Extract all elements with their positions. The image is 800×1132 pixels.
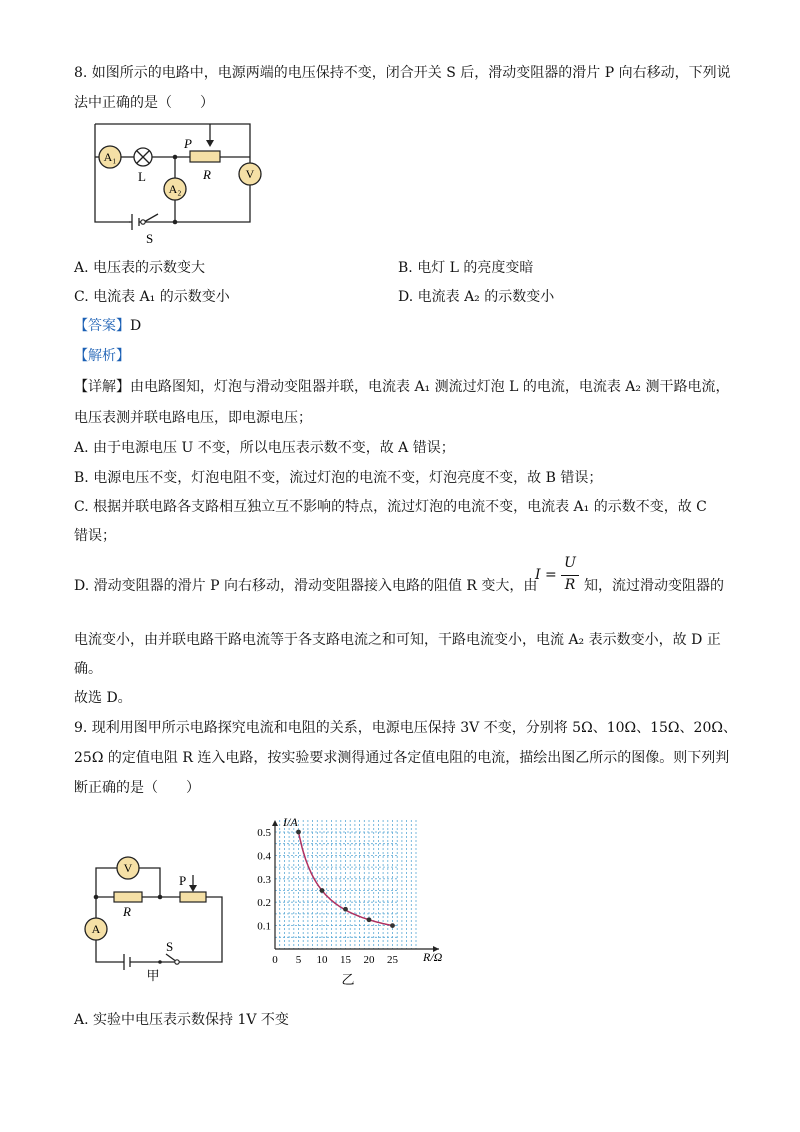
q9-v-label: V [123,861,133,875]
chart-y-tick-label: 0.1 [257,920,271,933]
q9-circuit-diagram [80,845,230,985]
q9-circuit-caption: 甲 [146,968,160,983]
chart-x-tick-label: 0 [272,954,278,966]
q8-analysis-tag [74,346,130,366]
q8-resistor [190,151,220,162]
chart-x-axis-label: R/Ω [423,950,443,964]
chart-y-tick-label: 0.3 [257,873,271,886]
detail-text-1: 由电路图知，灯泡与滑动变阻器并联，电流表 A₁ 测流过灯泡 L 的电流，电流表 A₂ 测干路电流， [130,379,730,395]
q9-resistor-label: R [123,904,131,919]
q9-switch-label: S [166,939,174,954]
chart-data-point [367,917,372,922]
q8-resistor-label: R [203,167,211,182]
q8-explain-d-line1-post: 知，流过滑动变阻器的 [584,578,724,594]
q9-fixed-resistor [114,892,142,902]
q8-switch-label: S [146,231,154,246]
answer-tag: 【答案】 [74,318,130,334]
detail-tag: 【详解】 [74,379,130,395]
formula-numerator: U [564,555,576,571]
q8-explain-d-line2: 电流变小，由并联电路干路电流等于各支路电流之和可知，干路电流变小，电流 A₂ 表示数变小，故 D 正 [74,632,721,648]
answer-value: D [130,318,142,334]
chart-y-tick-label: 0.2 [257,897,271,910]
q8-explain-b: B. 电源电压不变，灯泡电阻不变，流过灯泡的电流不变，灯泡亮度不变，故 B 错误； [74,470,603,486]
q8-detail-line2: 电压表测并联电路电压，即电源电压； [74,410,312,426]
q8-option-c: C. 电流表 A₁ 的示数变小 [74,289,230,305]
q8-explain-d-line3: 确。 [74,661,102,677]
q8-formula [535,555,581,595]
q8-stem-line2: 法中正确的是（ ） [74,95,214,111]
q9-stem-line3: 断正确的是（ ） [74,780,200,796]
q9-stem-line1: 9. 现利用图甲所示电路探究电流和电阻的关系，电源电压保持 3V 不变，分别将 5Ω、10Ω、15Ω、20Ω、 [74,720,737,736]
q9-stem-line2: 25Ω 的定值电阻 R 连入电路，按实验要求测得通过各定值电阻的电流，描绘出图乙所示的图像。则下列判 [74,750,730,766]
formula-fraction-bar [561,575,579,576]
chart-x-tick-label: 20 [363,954,375,966]
q8-circuit-diagram [80,115,280,250]
q8-explain-a: A. 由于电源电压 U 不变，所以电压表示数不变，故 A 错误； [74,440,455,456]
q8-v-label: V [245,167,255,181]
chart-y-axis-label: I/A [283,815,298,829]
q8-a2-label: A₂ [168,182,182,196]
q8-answer-line [74,316,141,336]
formula-denominator: R [564,577,576,593]
chart-x-tick-label: 10 [316,954,328,966]
q8-stem-line1: 8. 如图所示的电路中，电源两端的电压保持不变，闭合开关 S 后，滑动变阻器的滑片 P 向右移动，下列说 [74,65,731,81]
q8-option-b: B. 电灯 L 的亮度变暗 [398,260,534,276]
q8-lamp-label: L [138,169,146,184]
analysis-tag: 【解析】 [74,348,130,364]
q8-explain-c-line1: C. 根据并联电路各支路相互独立互不影响的特点，流过灯泡的电流不变，电流表 A₁ 的示数不变，故 C [74,499,707,515]
q8-explain-c-line2: 错误； [74,528,116,544]
q9-slider-label: P [179,873,187,888]
q9-option-a: A. 实验中电压表示数保持 1V 不变 [74,1012,289,1028]
chart-x-tick-label: 5 [295,954,302,966]
q8-explain-d-line1-pre: D. 滑动变阻器的滑片 P 向右移动，滑动变阻器接入电路的阻值 R 变大，由 [74,578,538,594]
formula-lhs: I = [535,567,557,583]
chart-y-tick-label: 0.5 [257,827,271,839]
chart-caption: 乙 [341,972,355,987]
q8-lamp-icon [134,148,152,166]
chart-data-point [296,830,301,835]
q8-a1-label: A₁ [103,150,117,164]
q8-conclusion: 故选 D。 [74,690,132,706]
q9-rheostat [180,892,206,902]
q8-option-d: D. 电流表 A₂ 的示数变小 [398,289,555,305]
chart-data-point [343,907,348,912]
chart-data-point [320,888,325,893]
q8-slider-label: P [184,136,192,151]
chart-data-point [390,923,395,928]
chart-y-tick-label: 0.4 [257,850,271,863]
chart-x-tick-label: 25 [387,954,398,966]
chart-y-arrow [272,820,278,826]
q8-option-a: A. 电压表的示数变大 [74,260,206,276]
q9-current-resistance-graph [255,810,455,992]
chart-x-tick-label: 15 [340,954,351,966]
q9-a-label: A [91,922,101,936]
q8-detail-line1 [74,377,729,397]
